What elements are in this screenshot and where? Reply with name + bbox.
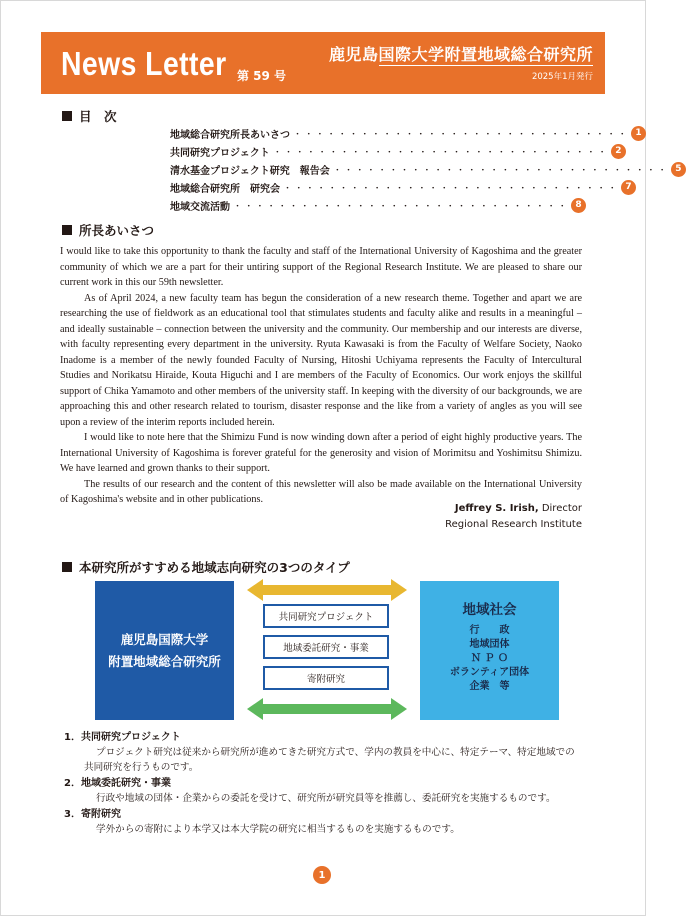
greeting-paragraph: The results of our research and the content of this newsletter will also be made available on the International University of Kagoshima's website and in other publications.: [60, 478, 582, 505]
type-description: プロジェクト研究は従来から研究所が進めてきた研究方式で、学内の教員を中心に、特定テーマ、特定地域での共同研究を行うものです。: [84, 747, 575, 773]
toc-item-label: 清水基金プロジェクト研究 報告会: [170, 165, 330, 177]
toc-item-label: 共同研究プロジェクト: [170, 147, 270, 159]
toc-page-number: 2: [611, 144, 626, 159]
toc-leader-dots: ・・・・・・・・・・・・・・・・・・・・・・・・・・・・・・: [272, 147, 609, 158]
community-item: 企業 等: [469, 681, 510, 692]
toc-item[interactable]: [170, 124, 642, 142]
toc-item-label: 地域総合研究所 研究会: [170, 183, 280, 195]
square-bullet-icon: [62, 111, 72, 121]
research-heading: [62, 558, 350, 576]
research-heading-label: 本研究所がすすめる地域志向研究の3つのタイプ: [79, 560, 350, 575]
type-description: 学外からの寄附により本学又は本大学院の研究に相当するものを実施するものです。: [96, 824, 460, 835]
signature-role: Director: [538, 503, 582, 514]
university-line2: 附置地域総合研究所: [108, 653, 221, 669]
greeting-body: [60, 244, 582, 508]
community-item: ボランティア団体: [449, 667, 530, 678]
research-type-box: 共同研究プロジェクト: [263, 604, 389, 628]
toc-item-label: 地域交流活動: [170, 201, 230, 213]
newsletter-header: [41, 32, 605, 94]
toc-page-number: 1: [631, 126, 646, 141]
research-type-box: 地域委託研究・事業: [263, 635, 389, 659]
type-heading: 3．寄附研究: [64, 809, 121, 820]
issue-date: 2025年1月発行: [531, 72, 593, 82]
square-bullet-icon: [62, 562, 72, 572]
type-heading: 2．地域委託研究・事業: [64, 778, 171, 789]
greeting-paragraph: As of April 2024, a new faculty team has begun the consideration of a new research theme. Together and apart we are researching the use of fieldwork as an educational tool that stimulates students and faculty alike and results in a meaningful – and ideally sustainable – connection between the university and the community. Our membership and our interests are diverse, with faculty representing every department in the university. Ryuta Kawasaki is from the Faculty of Welfare Society, Naoko Inadome is a member of the newly founded Faculty of Nursing, Hitoshi Uchiyama represents the Faculty of Intercultural Studies and Norikatsu Hiraide, Kouta Higuchi and I are members of the Faculty of Economics. Our work enjoys the skillful support of Chika Yamamoto and other members of the university staff. In keeping with the diversity of our backgrounds, we are approaching this and other research related to tourism, disaster response and the like from a variety of angles as you will see upon a review of the interim reports included herein.: [60, 292, 582, 428]
community-item: 行 政: [469, 625, 510, 636]
toc-leader-dots: ・・・・・・・・・・・・・・・・・・・・・・・・・・・・・・: [293, 129, 630, 140]
type-description: 行政や地域の団体・企業からの委託を受けて、研究所が研究員等を推薦し、委託研究を実施するものです。: [96, 793, 556, 804]
toc-item[interactable]: [170, 142, 622, 160]
square-bullet-icon: [62, 225, 72, 235]
research-diagram: [95, 581, 531, 721]
type-heading: 1．共同研究プロジェクト: [64, 732, 181, 743]
newsletter-title: News Letter: [61, 45, 227, 82]
toc-page-number: 8: [571, 198, 586, 213]
toc-item-label: 地域総合研究所長あいさつ: [170, 129, 290, 141]
community-item: Ｎ Ｐ Ｏ: [471, 653, 508, 664]
header-divider: [379, 65, 593, 66]
toc-heading-label: 目 次: [79, 109, 117, 124]
research-types-list: [64, 729, 584, 837]
greeting-paragraph: I would like to note here that the Shimizu Fund is now winding down after a period of eight highly productive years. The International University of Kagoshima is forever grateful for the generosity and vision of Morimitsu and Yoshimitsu Shimizu. We have learned and grown thanks to their support.: [60, 432, 582, 474]
research-type-box: 寄附研究: [263, 666, 389, 690]
signature: [445, 501, 582, 533]
toc-item[interactable]: [170, 178, 632, 196]
double-arrow-icon: [247, 579, 407, 601]
signature-org: Regional Research Institute: [445, 519, 582, 530]
double-arrow-icon: [247, 698, 407, 720]
toc-page-number: 5: [671, 162, 686, 177]
community-item: 地域団体: [469, 639, 510, 650]
page-number: 1: [313, 866, 331, 884]
toc-leader-dots: ・・・・・・・・・・・・・・・・・・・・・・・・・・・・・・: [233, 201, 570, 212]
toc-leader-dots: ・・・・・・・・・・・・・・・・・・・・・・・・・・・・・・: [283, 183, 620, 194]
toc-item[interactable]: [170, 196, 582, 214]
university-line1: 鹿児島国際大学: [120, 631, 209, 647]
greeting-heading-label: 所長あいさつ: [79, 223, 155, 238]
toc-heading: [62, 107, 117, 125]
greeting-heading: [62, 221, 154, 239]
toc-item[interactable]: [170, 160, 682, 178]
toc-page-number: 7: [621, 180, 636, 195]
university-box: [95, 581, 234, 720]
toc-leader-dots: ・・・・・・・・・・・・・・・・・・・・・・・・・・・・・・: [332, 165, 669, 176]
community-box: [420, 581, 559, 720]
signature-name: Jeffrey S. Irish,: [454, 503, 539, 514]
institute-name: 鹿児島国際大学附置地域総合研究所: [328, 45, 593, 64]
issue-number: 第 59 号: [237, 69, 287, 83]
greeting-paragraph: I would like to take this opportunity to thank the faculty and staff of the International University of Kagoshima and the greater community of which we are a part for their untiring support of the Regional Research Institute. We are pleased to share our current work in this our 59th newsletter.: [60, 246, 582, 288]
table-of-contents: [170, 124, 682, 214]
community-title: 地域社会: [462, 602, 517, 618]
